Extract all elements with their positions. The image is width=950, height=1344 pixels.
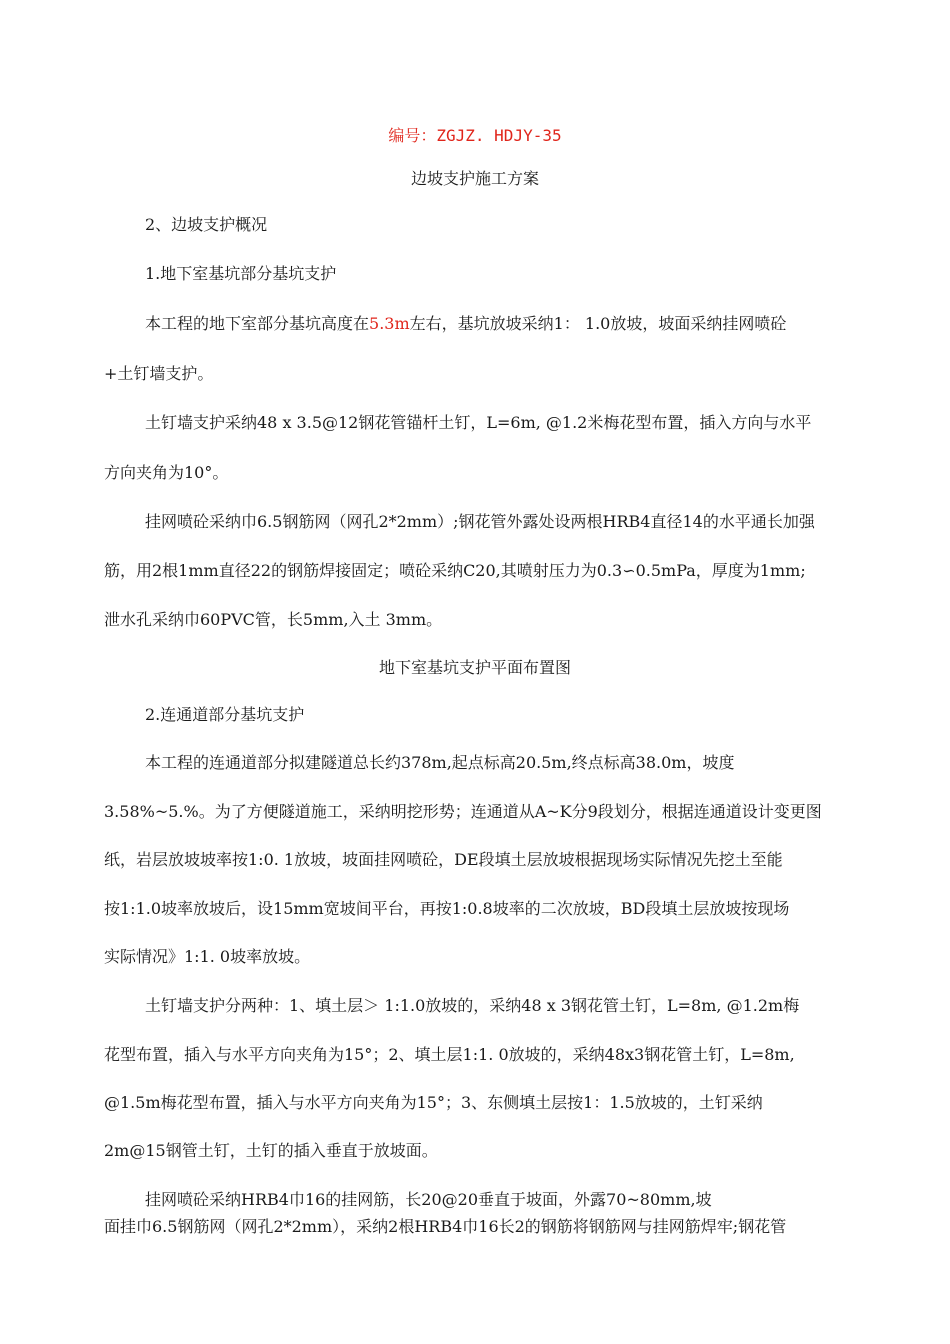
document-title: 边坡支护施工方案 bbox=[410, 169, 539, 188]
paragraph-6-line-2: 面挂巾6.5钢筋网（网孔2*2mm），采纳2根HRB4巾16长2的钢筋将钢筋网与挂网筋焊牢;钢花管 bbox=[104, 1217, 787, 1236]
paragraph-3-line-1: 挂网喷砼采纳巾6.5钢筋网（网孔2*2mm）;钢花管外露处设两根HRB4直径14的水平通长加强 bbox=[145, 512, 815, 531]
paragraph-4-line-3: 纸，岩层放坡坡率按1:0. 1放坡，坡面挂网喷砼，DE段填土层放坡根据现场实际情况先挖土至能 bbox=[104, 850, 783, 869]
paragraph-1-text-a: 本工程的地下室部分基坑高度在 bbox=[145, 314, 370, 333]
paragraph-5-line-3: @1.5m梅花型布置，插入与水平方向夹角为15°；3、东侧填土层按1：1.5放坡的，土钉采纳 bbox=[104, 1093, 763, 1112]
paragraph-4-line-4: 按1:1.0坡率放坡后，设15mm宽坡间平台，再按1:0.8坡率的二次放坡，BD段填土层放坡按现场 bbox=[104, 899, 790, 918]
paragraph-3-line-2: 筋，用2根1mm直径22的钢筋焊接固定；喷砼采纳C20,其喷射压力为0.3∽0.5mPa，厚度为1mm; bbox=[104, 561, 806, 580]
paragraph-3-line-3: 泄水孔采纳巾60PVC管，长5mm,入土 3mm。 bbox=[104, 610, 443, 629]
document-number: 编号：ZGJZ. HDJY-35 bbox=[388, 126, 562, 145]
paragraph-5-line-1: 土钉墙支护分两种：1、填土层＞ 1:1.0放坡的，采纳48 x 3钢花管土钉，L=8m, @1.2m梅 bbox=[145, 996, 800, 1015]
paragraph-4-line-1: 本工程的连通道部分拟建隧道总长约378m,起点标高20.5m,终点标高38.0m，坡度 bbox=[145, 753, 735, 772]
highlighted-depth-value: 5.3m bbox=[369, 314, 410, 333]
figure-caption: 地下室基坑支护平面布置图 bbox=[378, 658, 571, 677]
paragraph-5-line-2: 花型布置，插入与水平方向夹角为15°；2、填土层1:1. 0放坡的，采纳48x3钢花管土钉，L=8m, bbox=[104, 1045, 795, 1064]
subsection-heading-1: 1.地下室基坑部分基坑支护 bbox=[145, 264, 337, 283]
paragraph-1-text-b: 左右，基坑放坡采纳1： 1.0放坡，坡面采纳挂网喷砼 bbox=[409, 314, 787, 333]
paragraph-1-line-2: +土钉墙支护。 bbox=[104, 364, 214, 383]
paragraph-1-line-1 bbox=[145, 312, 786, 336]
paragraph-6-line-1: 挂网喷砼采纳HRB4巾16的挂网筋，长20@20垂直于坡面，外露70~80mm,坡 bbox=[145, 1190, 712, 1209]
section-heading: 2、边坡支护概况 bbox=[145, 215, 268, 234]
paragraph-5-line-4: 2m@15钢管土钉，土钉的插入垂直于放坡面。 bbox=[104, 1141, 438, 1160]
paragraph-4-line-2: 3.58%~5.%。为了方便隧道施工，采纳明挖形势；连通道从A~K分9段划分，根据连通道设计变更图 bbox=[104, 802, 822, 821]
paragraph-2-line-2: 方向夹角为10°。 bbox=[104, 463, 229, 482]
paragraph-4-line-5: 实际情况》1:1. 0坡率放坡。 bbox=[104, 947, 311, 966]
subsection-heading-2: 2.连通道部分基坑支护 bbox=[145, 705, 305, 724]
paragraph-2-line-1: 土钉墙支护采纳48 x 3.5@12钢花管锚杆土钉，L=6m, @1.2米梅花型布置，插入方向与水平 bbox=[145, 413, 812, 432]
